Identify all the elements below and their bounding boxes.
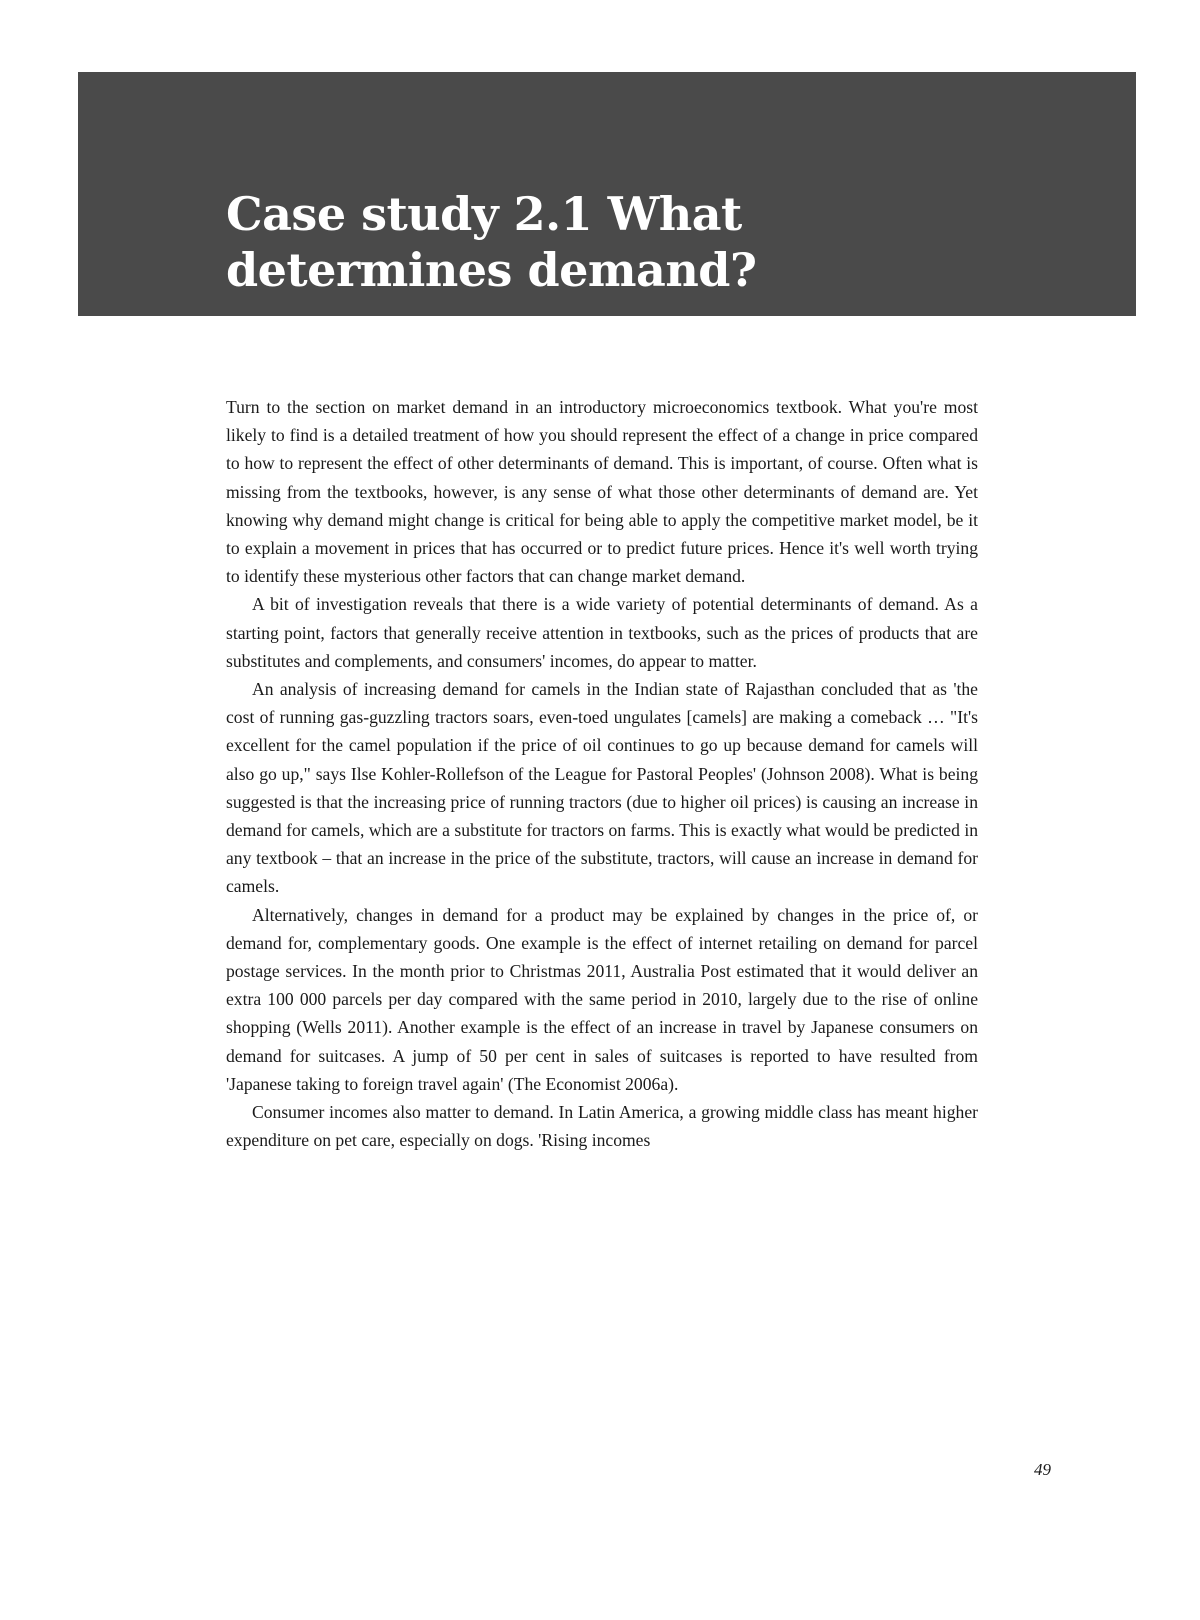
page-number: 49 bbox=[1034, 1460, 1051, 1479]
case-study-title-line-1: Case study 2.1 What bbox=[226, 187, 742, 241]
paragraph-5: Consumer incomes also matter to demand. In Latin America, a growing middle class has meant higher expenditure on pet care, especially on dogs. 'Rising incomes bbox=[226, 1102, 978, 1151]
paragraph-3: An analysis of increasing demand for camels in the Indian state of Rajasthan concluded that as 'the cost of running gas-guzzling tractors soars, even-toed ungulates [camels] are making a comeback … "It's excellent for the camel population if the price of oil continues to go up because demand for camels will also go up," says Ilse Kohler-Rollefson of the League for Pastoral Peoples' (Johnson 2008). What is being suggested is that the increasing price of running tractors (due to higher oil prices) is causing an increase in demand for camels, which are a substitute for tractors on farms. This is exactly what would be predicted in any textbook – that an increase in the price of the substitute, tractors, will cause an increase in demand for camels. bbox=[226, 679, 978, 897]
case-study-title bbox=[226, 186, 756, 298]
case-study-title-line-2: determines demand? bbox=[226, 243, 757, 297]
paragraph-2: A bit of investigation reveals that there is a wide variety of potential determinants of demand. As a starting point, factors that generally receive attention in textbooks, such as the prices of products that are substitutes and complements, and consumers' incomes, do appear to matter. bbox=[226, 594, 978, 671]
title-banner bbox=[78, 72, 1136, 316]
body-text bbox=[226, 393, 978, 1154]
paragraph-4: Alternatively, changes in demand for a product may be explained by changes in the price of, or demand for, complementary goods. One example is the effect of internet retailing on demand for parcel postage services. In the month prior to Christmas 2011, Australia Post estimated that it would deliver an extra 100 000 parcels per day compared with the same period in 2010, largely due to the rise of online shopping (Wells 2011). Another example is the effect of an increase in travel by Japanese consumers on demand for suitcases. A jump of 50 per cent in sales of suitcases is reported to have resulted from 'Japanese taking to foreign travel again' (The Economist 2006a). bbox=[226, 904, 978, 1094]
paragraph-1: Turn to the section on market demand in an introductory microeconomics textbook. What you're most likely to find is a detailed treatment of how you should represent the effect of a change in price compared to how to represent the effect of other determinants of demand. This is important, of course. Often what is missing from the textbooks, however, is any sense of what those other determinants of demand are. Yet knowing why demand might change is critical for being able to apply the competitive market model, be it to explain a movement in prices that has occurred or to predict future prices. Hence it's well worth trying to identify these mysterious other factors that can change market demand. bbox=[226, 397, 978, 587]
